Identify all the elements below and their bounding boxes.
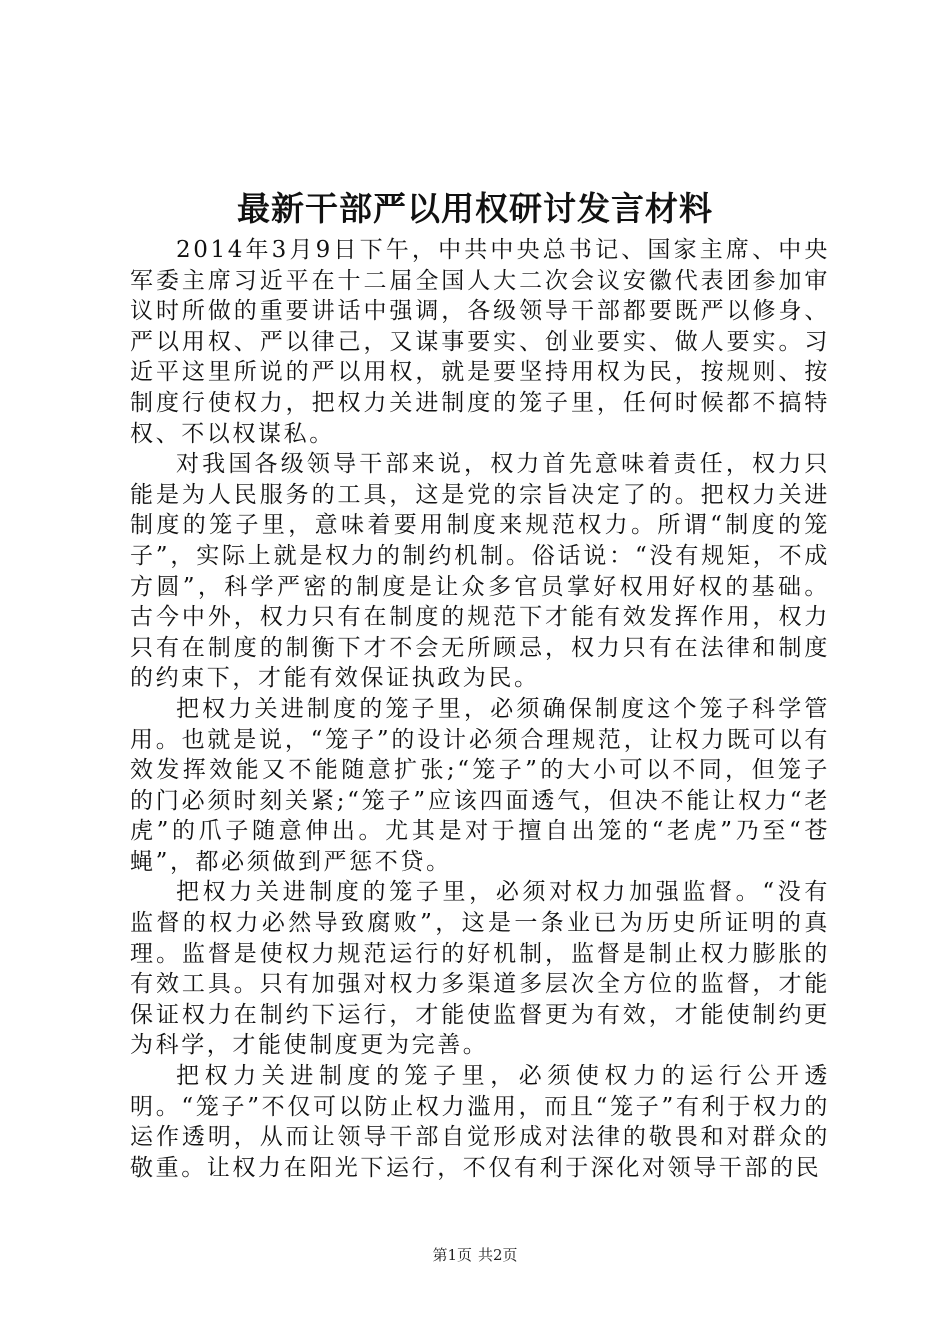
paragraph: 对我国各级领导干部来说，权力首先意味着责任，权力只能是为人民服务的工具，这是党的宗旨决定了的。把权力关进制度的笼子里，意味着要用制度来规范权力。所谓“制度的笼子”，实际上就是权力的制约机制。俗话说：“没有规矩，不成方圆”，科学严密的制度是让众多官员掌好权用好权的基础。古今中外，权力只有在制度的规范下才能有效发挥作用，权力只有在制度的制衡下才不会无所顾忌，权力只有在法律和制度的约束下，才能有效保证执政为民。 <box>130 451 830 692</box>
document-body <box>130 235 830 1183</box>
page-number: 第1页 <box>432 1246 472 1264</box>
paragraph: 把权力关进制度的笼子里，必须对权力加强监督。“没有监督的权力必然导致腐败”，这是一条业已为历史所证明的真理。监督是使权力规范运行的好机制，监督是制止权力膨胀的有效工具。只有加强对权力多渠道多层次全方位的监督，才能保证权力在制约下运行，才能使监督更为有效，才能使制约更为科学，才能使制度更为完善。 <box>130 879 830 1059</box>
paragraph: 把权力关进制度的笼子里，必须使权力的运行公开透明。“笼子”不仅可以防止权力滥用，而且“笼子”有利于权力的运作透明，从而让领导干部自觉形成对法律的敬畏和对群众的敬重。让权力在阳光下运行，不仅有利于深化对领导干部的民 <box>130 1063 830 1181</box>
document-title: 最新干部严以用权研讨发言材料 <box>237 189 713 228</box>
paragraph: 把权力关进制度的笼子里，必须确保制度这个笼子科学管用。也就是说，“笼子”的设计必须合理规范，让权力既可以有效发挥效能又不能随意扩张;“笼子”的大小可以不同，但笼子的门必须时刻关紧;“笼子”应该四面透气，但决不能让权力“老虎”的爪子随意伸出。尤其是对于擅自出笼的“老虎”乃至“苍蝇”，都必须做到严惩不贷。 <box>130 695 830 875</box>
paragraph: 2014年3月9日下午，中共中央总书记、国家主席、中央军委主席习近平在十二届全国人大二次会议安徽代表团参加审议时所做的重要讲话中强调，各级领导干部都要既严以修身、严以用权、严以律己，又谋事要实、创业要实、做人要实。习近平这里所说的严以用权，就是要坚持用权为民，按规则、按制度行使权力，把权力关进制度的笼子里，任何时候都不搞特权、不以权谋私。 <box>130 237 830 447</box>
page-total: 共2页 <box>478 1246 518 1264</box>
page-footer <box>0 1245 950 1265</box>
